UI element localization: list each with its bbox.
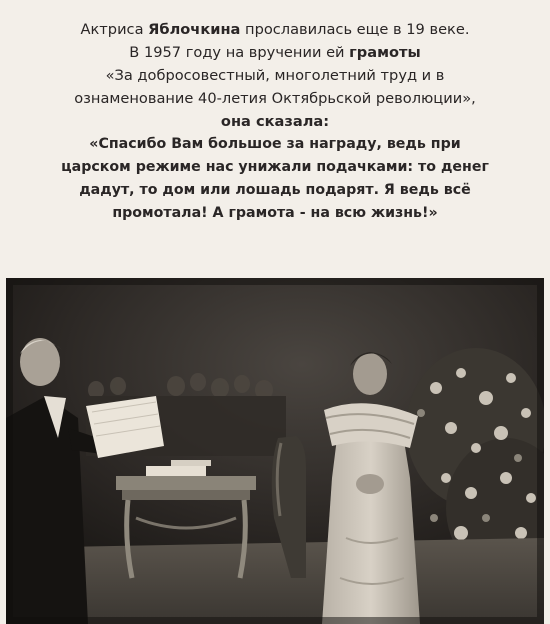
- quote-line-4: промотала! А грамота - на всю жизнь!»: [112, 205, 438, 221]
- caption-line-2: В 1957 году на вручении ей грамоты: [129, 44, 421, 61]
- quote-line-1: «Спасибо Вам большое за награду, ведь при: [89, 136, 461, 152]
- quote-line-2: царском режиме нас унижали подачками: то денег: [61, 159, 489, 175]
- historical-photo: [6, 278, 544, 624]
- award-word: грамоты: [349, 44, 421, 61]
- caption-line-1: Актриса Яблочкина прославилась еще в 19 веке.: [80, 21, 470, 38]
- caption-line-4: ознаменование 40-летия Октябрьской революции»,: [74, 90, 476, 107]
- caption-text: [0, 18, 550, 225]
- actress-name: Яблочкина: [148, 21, 241, 38]
- photo-illustration: [6, 278, 544, 624]
- quote-line-3: дадут, то дом или лошадь подарят. Я ведь всё: [79, 182, 471, 198]
- caption-line-3: «За добросовестный, многолетний труд и в: [105, 67, 445, 84]
- caption-line-5: она сказала:: [220, 113, 330, 130]
